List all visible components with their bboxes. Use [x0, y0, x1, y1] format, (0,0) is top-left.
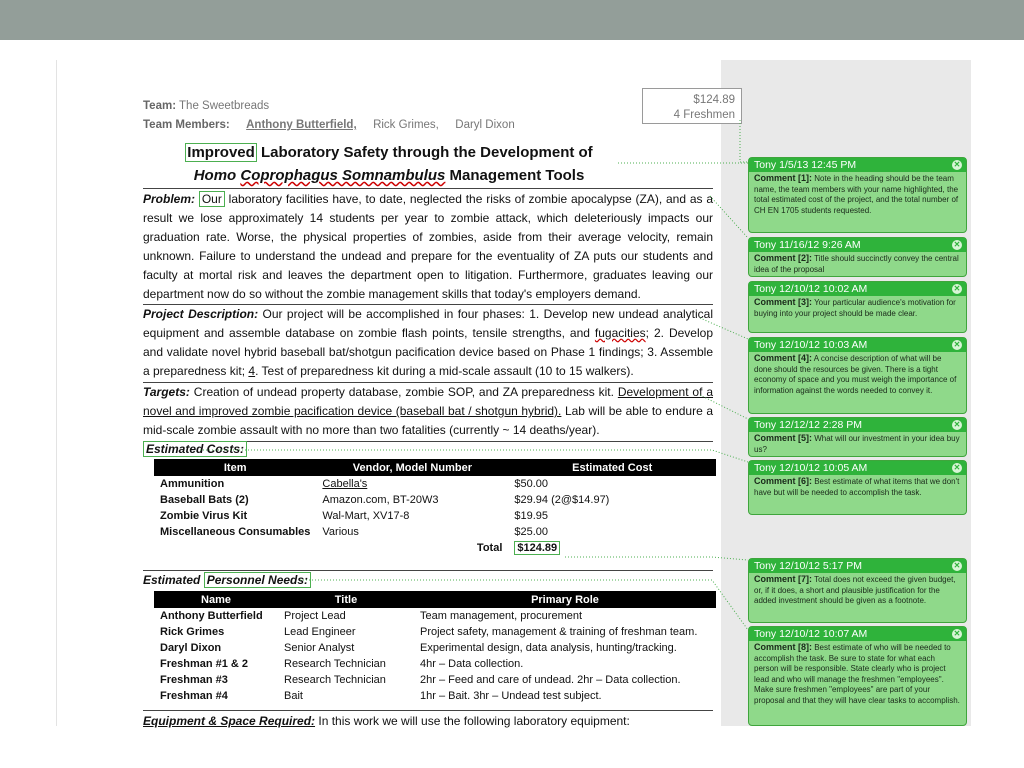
problem-paragraph: Problem: Our laboratory facilities have, to date, neglected the risks of zombie apocalypse (ZA), and as a result we lose approximately 14 students per year to zombie attack, which deleteriously impacts our graduation rate. Worse, the physical properties of zombies, aside from their average velocity, remain unknown. Failure to understand the undead and prepare for the eventuality of ZA puts our students and faculty at mortal risk and leaves the department open to litigation. Furthermore, graduates leaving our department now do so without the zombie management skills that today's employers demand. — [143, 192, 714, 301]
cost-freshmen: 4 Freshmen — [673, 109, 735, 121]
comment-balloon[interactable]: Tony 12/10/12 10:02 AM ✕ Comment [3]: Your particular audience's motivation for buying into your project should be made clear. — [748, 281, 967, 333]
total-value: $124.89 — [514, 541, 560, 555]
comment-balloon[interactable]: Tony 12/10/12 10:03 AM ✕ Comment [4]: A concise description of what will be done should the resources be given. There is a tight economy of space and you must weigh the importance of information against the words needed to convey it. — [748, 337, 967, 414]
connector-line-5 — [700, 395, 748, 419]
connector-line-4 — [700, 318, 748, 339]
comment-balloon[interactable]: Tony 1/5/13 12:45 PM ✕ Comment [1]: Note in the heading should be the team name, the team members with your name highlighted, the total estimated cost of the project, and the total number of CH EN 1705 students requested. — [748, 157, 967, 233]
connector-line-6 — [200, 450, 748, 462]
close-icon[interactable]: ✕ — [953, 340, 961, 349]
targets-paragraph: Targets: Creation of undead property database, zombie SOP, and ZA preparedness kit. Development of a novel and improved zombie pacification device (baseball bat / shotgun hybrid). Lab will be able to endure a mid-scale zombie assault with no more than two fatalities (currently ~ 14 deaths/year). — [143, 385, 713, 437]
comment-header: Tony 12/12/12 2:28 PM ✕ — [749, 418, 966, 432]
equipment-label: Equipment & Space Required: — [143, 714, 316, 728]
project-description-paragraph: Project Description: Our project will be accomplished in four phases: 1. Develop new undead analytical equipment and assemble database on zombie flash points, tensile strengths, and fugacities; 2. Develop and validate novel hybrid baseball bat/shotgun pacification device based on Phase 1 findings; 3. Assemble a preparedness kit; 4. Test of preparedness kit during a mid-scale assault (10 to 15 walkers). — [143, 307, 713, 378]
project-label: Project Description: — [143, 307, 259, 321]
members-label: Team Members: — [143, 119, 230, 131]
table-row: Freshman #4 Bait 1hr – Bait. 3hr – Undead test subject. — [160, 690, 602, 702]
close-icon[interactable]: ✕ — [953, 629, 961, 638]
species-name: Coprophagus Somnambulus — [240, 167, 446, 184]
member-name: Daryl Dixon — [455, 119, 515, 131]
close-icon[interactable]: ✕ — [953, 160, 961, 169]
doc-title-line-2: Homo Coprophagus Somnambulus Management Tools — [193, 167, 585, 184]
title-highlight: Improved — [187, 144, 255, 161]
close-icon[interactable]: ✕ — [953, 420, 961, 429]
member-highlighted: Anthony Butterfield, — [246, 119, 357, 131]
table-row: Daryl Dixon Senior Analyst Experimental design, data analysis, hunting/tracking. — [160, 642, 677, 654]
connector-line-3 — [710, 196, 748, 238]
team-name: The Sweetbreads — [179, 100, 270, 112]
problem-label: Problem: — [143, 192, 196, 206]
doc-title-line-1: Improved Laboratory Safety through the Development of — [187, 144, 593, 161]
table-row: Anthony Butterfield Project Lead Team management, procurement — [160, 610, 583, 622]
personnel-heading: Estimated Personnel Needs: — [143, 573, 311, 587]
comment-balloon[interactable]: Tony 12/10/12 10:07 AM ✕ Comment [8]: Best estimate of who will be needed to accomplish the task. Be sure to state for what each person will be responsible. State clearly who is project lead and who will manage the freshmen "employees". Make sure freshmen "employees" are part of your proposal and that they will have clear tasks to accomplish. — [748, 626, 967, 726]
close-icon[interactable]: ✕ — [953, 561, 961, 570]
table-row: Zombie Virus Kit Wal-Mart, XV17-8 $19.95 — [160, 510, 549, 522]
cost-total: $124.89 — [693, 94, 735, 106]
equipment-paragraph: Equipment & Space Required: In this work we will use the following laboratory equipment: — [143, 714, 630, 728]
connector-line-8 — [300, 580, 748, 630]
connector-line-1 — [740, 120, 748, 162]
targets-label: Targets: — [143, 385, 190, 399]
comment-balloon[interactable]: Tony 12/10/12 5:17 PM ✕ Comment [7]: Total does not exceed the given budget, or, if it does, a short and plausible justification for the added investment should be given as a footnote. — [748, 558, 967, 623]
comment-header: Tony 11/16/12 9:26 AM ✕ — [749, 238, 966, 252]
comment-header: Tony 12/10/12 10:03 AM ✕ — [749, 338, 966, 352]
comment-header: Tony 12/10/12 10:02 AM ✕ — [749, 282, 966, 296]
table-header-row: Item Vendor, Model Number Estimated Cost — [154, 459, 716, 476]
team-label: Team: — [143, 100, 177, 112]
comment-header: Tony 1/5/13 12:45 PM ✕ — [749, 158, 966, 172]
table-row: Miscellaneous Consumables Various $25.00 — [160, 526, 549, 538]
table-row: Baseball Bats (2) Amazon.com, BT-20W3 $29.94 (2@$14.97) — [160, 494, 610, 506]
comment-balloon[interactable]: Tony 12/12/12 2:28 PM ✕ Comment [5]: What will our investment in your idea buy us? — [748, 417, 967, 457]
member-name: Rick Grimes, — [373, 119, 439, 131]
close-icon[interactable]: ✕ — [953, 284, 961, 293]
table-row: Ammunition Cabella's $50.00 — [160, 478, 549, 490]
close-icon[interactable]: ✕ — [953, 463, 961, 472]
connector-line-7 — [565, 557, 748, 560]
table-row: Rick Grimes Lead Engineer Project safety, management & training of freshman team. — [160, 626, 698, 638]
close-icon[interactable]: ✕ — [953, 240, 961, 249]
comment-header: Tony 12/10/12 10:07 AM ✕ — [749, 627, 966, 641]
comment-balloon[interactable]: Tony 12/10/12 10:05 AM ✕ Comment [6]: Best estimate of what items that we don't have but will be needed to accomplish the task. — [748, 460, 967, 515]
problem-highlight: Our — [199, 191, 225, 207]
table-row: Freshman #1 & 2 Research Technician 4hr – Data collection. — [160, 658, 524, 670]
table-row: Freshman #3 Research Technician 2hr – Feed and care of undead. 2hr – Data collection. — [160, 674, 681, 686]
costs-heading: Estimated Costs: — [143, 442, 247, 456]
comment-header: Tony 12/10/12 5:17 PM ✕ — [749, 559, 966, 573]
comment-balloon[interactable]: Tony 11/16/12 9:26 AM ✕ Comment [2]: Title should succinctly convey the central idea of the proposal — [748, 237, 967, 277]
comment-header: Tony 12/10/12 10:05 AM ✕ — [749, 461, 966, 475]
table-header-row: Name Title Primary Role — [154, 591, 716, 608]
table-total-row: Total $124.89 — [154, 540, 716, 556]
